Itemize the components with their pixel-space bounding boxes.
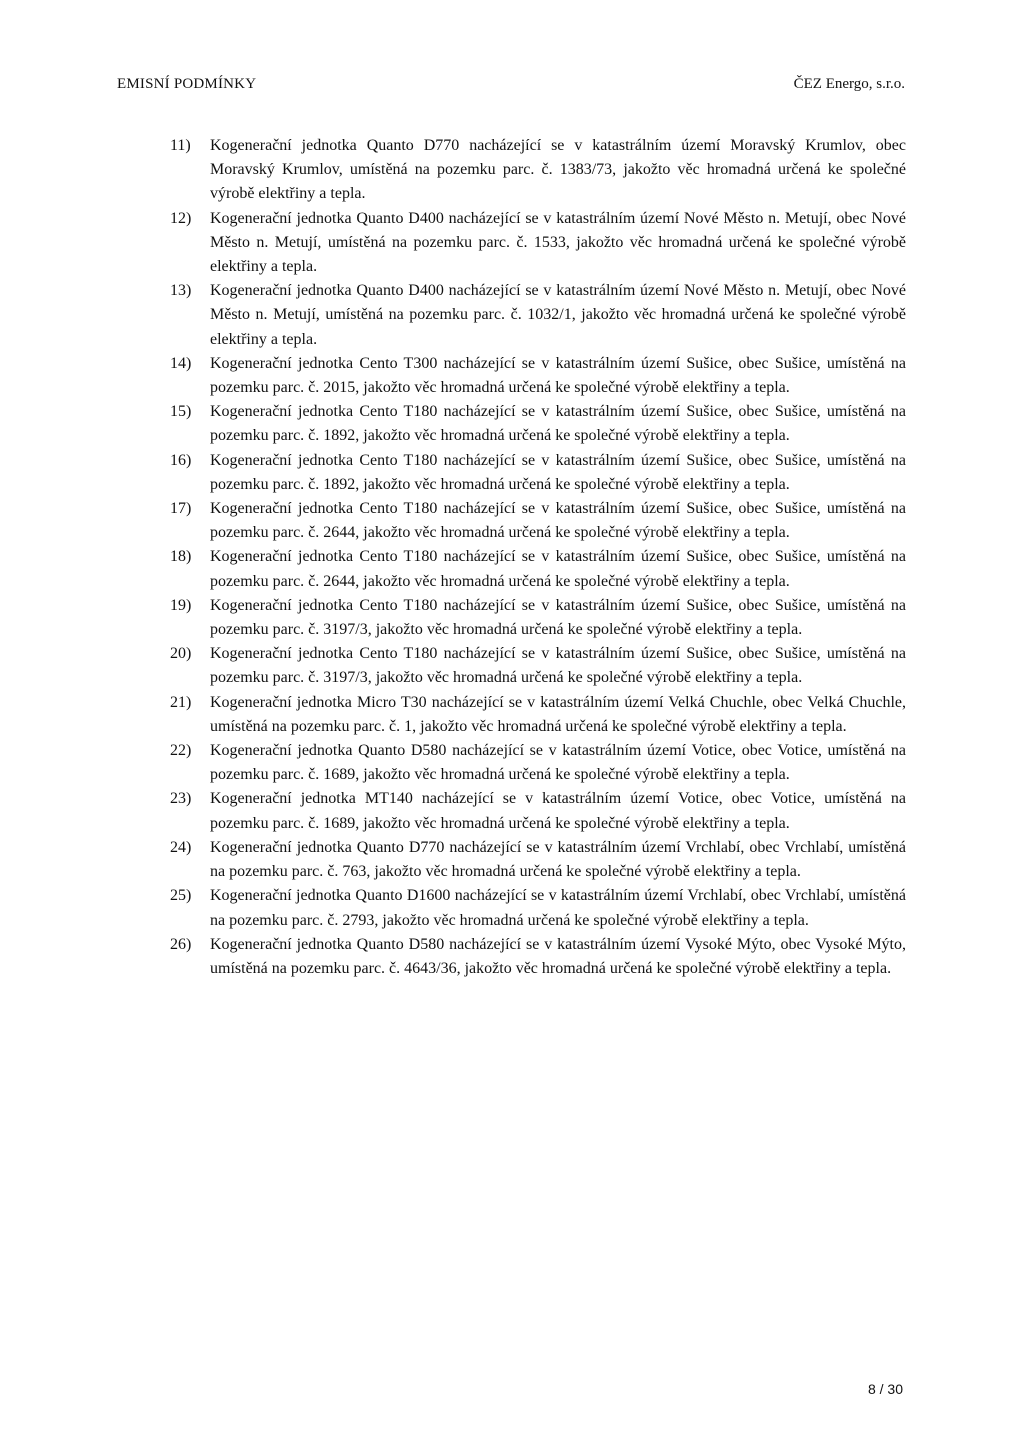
list-item [170,787,906,835]
item-number: 21) [170,693,192,711]
item-number: 26) [170,935,192,953]
list-item [170,352,906,400]
item-number: 16) [170,451,192,469]
item-text: Kogenerační jednotka Cento T180 nacházející se v katastrálním území Sušice, obec Sušice, umístěná na pozemku parc. č. 1892, jakožto věc hromadná určená ke společné výrobě elektřiny a tepla. [210,451,906,493]
page-number: 8 / 30 [867,1381,903,1397]
item-number: 22) [170,742,192,760]
document-title: EMISNÍ PODMÍNKY [117,76,257,92]
list-item [170,739,906,787]
item-text: Kogenerační jednotka Quanto D1600 nacházející se v katastrálním území Vrchlabí, obec Vrchlabí, umístěná na pozemku parc. č. 2793, jakožto věc hromadná určená ke společné výrobě elektřiny a tepla. [210,887,906,929]
item-number: 19) [170,596,192,614]
list-item [170,400,906,448]
item-number: 15) [170,403,192,421]
item-number: 20) [170,645,192,663]
item-text: Kogenerační jednotka Cento T180 nacházející se v katastrálním území Sušice, obec Sušice, umístěná na pozemku parc. č. 3197/3, jakožto věc hromadná určená ke společné výrobě elektřiny a tepla. [210,645,906,687]
item-number: 18) [170,548,192,566]
item-number: 23) [170,790,192,808]
item-text: Kogenerační jednotka Micro T30 nacházející se v katastrálním území Velká Chuchle, obec Velká Chuchle, umístěná na pozemku parc. č. 1, jakožto věc hromadná určená ke společné výrobě elektřiny a tepla. [210,693,906,735]
company-name: ČEZ Energo, s.r.o. [793,76,905,92]
item-text: Kogenerační jednotka Cento T180 nacházející se v katastrálním území Sušice, obec Sušice, umístěná na pozemku parc. č. 1892, jakožto věc hromadná určená ke společné výrobě elektřiny a tepla. [210,403,906,445]
unit-list [170,134,906,981]
item-text: Kogenerační jednotka Quanto D770 nacházející se v katastrálním území Vrchlabí, obec Vrchlabí, umístěná na pozemku parc. č. 763, jakožto věc hromadná určená ke společné výrobě elektřiny a tepla. [210,838,906,881]
list-item [170,545,906,593]
item-text: Kogenerační jednotka Quanto D580 nacházející se v katastrálním území Votice, obec Votice, umístěná na pozemku parc. č. 1689, jakožto věc hromadná určená ke společné výrobě elektřiny a tepla. [210,742,906,784]
item-number: 25) [170,887,192,905]
item-text: Kogenerační jednotka Quanto D770 nacházející se v katastrálním území Moravský Krumlov, obec Moravský Krumlov, umístěná na pozemku parc. č. 1383/73, jakožto věc hromadná určená ke společné výrobě elektřiny a tepla. [210,137,906,203]
item-text: Kogenerační jednotka Cento T180 nacházející se v katastrálním území Sušice, obec Sušice, umístěná na pozemku parc. č. 3197/3, jakožto věc hromadná určená ke společné výrobě elektřiny a tepla. [210,596,906,639]
item-number: 24) [170,838,192,856]
item-number: 14) [170,354,192,372]
item-text: Kogenerační jednotka MT140 nacházející se v katastrálním území Votice, obec Votice, umístěná na pozemku parc. č. 1689, jakožto věc hromadná určená ke společné výrobě elektřiny a tepla. [210,790,906,832]
list-item [170,207,906,280]
list-item [170,594,906,642]
list-item [170,884,906,932]
list-item [170,134,906,207]
list-item [170,642,906,690]
item-text: Kogenerační jednotka Cento T180 nacházející se v katastrálním území Sušice, obec Sušice, umístěná na pozemku parc. č. 2644, jakožto věc hromadná určená ke společné výrobě elektřiny a tepla. [210,548,906,590]
item-number: 11) [170,137,191,154]
item-number: 17) [170,500,192,518]
list-item [170,449,906,497]
item-text: Kogenerační jednotka Quanto D400 nacházející se v katastrálním území Nové Město n. Metují, obec Nové Město n. Metují, umístěná na pozemku parc. č. 1533, jakožto věc hromadná určená ke společné výrobě elektřiny a tepla. [210,209,906,276]
item-text: Kogenerační jednotka Cento T300 nacházející se v katastrálním území Sušice, obec Sušice, umístěná na pozemku parc. č. 2015, jakožto věc hromadná určená ke společné výrobě elektřiny a tepla. [210,354,906,397]
list-item [170,497,906,545]
item-number: 13) [170,282,192,300]
list-item [170,836,906,884]
list-item [170,691,906,739]
item-text: Kogenerační jednotka Quanto D580 nacházející se v katastrálním území Vysoké Mýto, obec Vysoké Mýto, umístěná na pozemku parc. č. 4643/36, jakožto věc hromadná určená ke společné výrobě elektřiny a tepla. [210,935,906,977]
item-text: Kogenerační jednotka Cento T180 nacházející se v katastrálním území Sušice, obec Sušice, umístěná na pozemku parc. č. 2644, jakožto věc hromadná určená ke společné výrobě elektřiny a tepla. [210,500,906,542]
list-item [170,279,906,352]
list-item [170,933,906,981]
item-text: Kogenerační jednotka Quanto D400 nacházející se v katastrálním území Nové Město n. Metují, obec Nové Město n. Metují, umístěná na pozemku parc. č. 1032/1, jakožto věc hromadná určená ke společné výrobě elektřiny a tepla. [210,282,906,348]
item-number: 12) [170,209,192,227]
